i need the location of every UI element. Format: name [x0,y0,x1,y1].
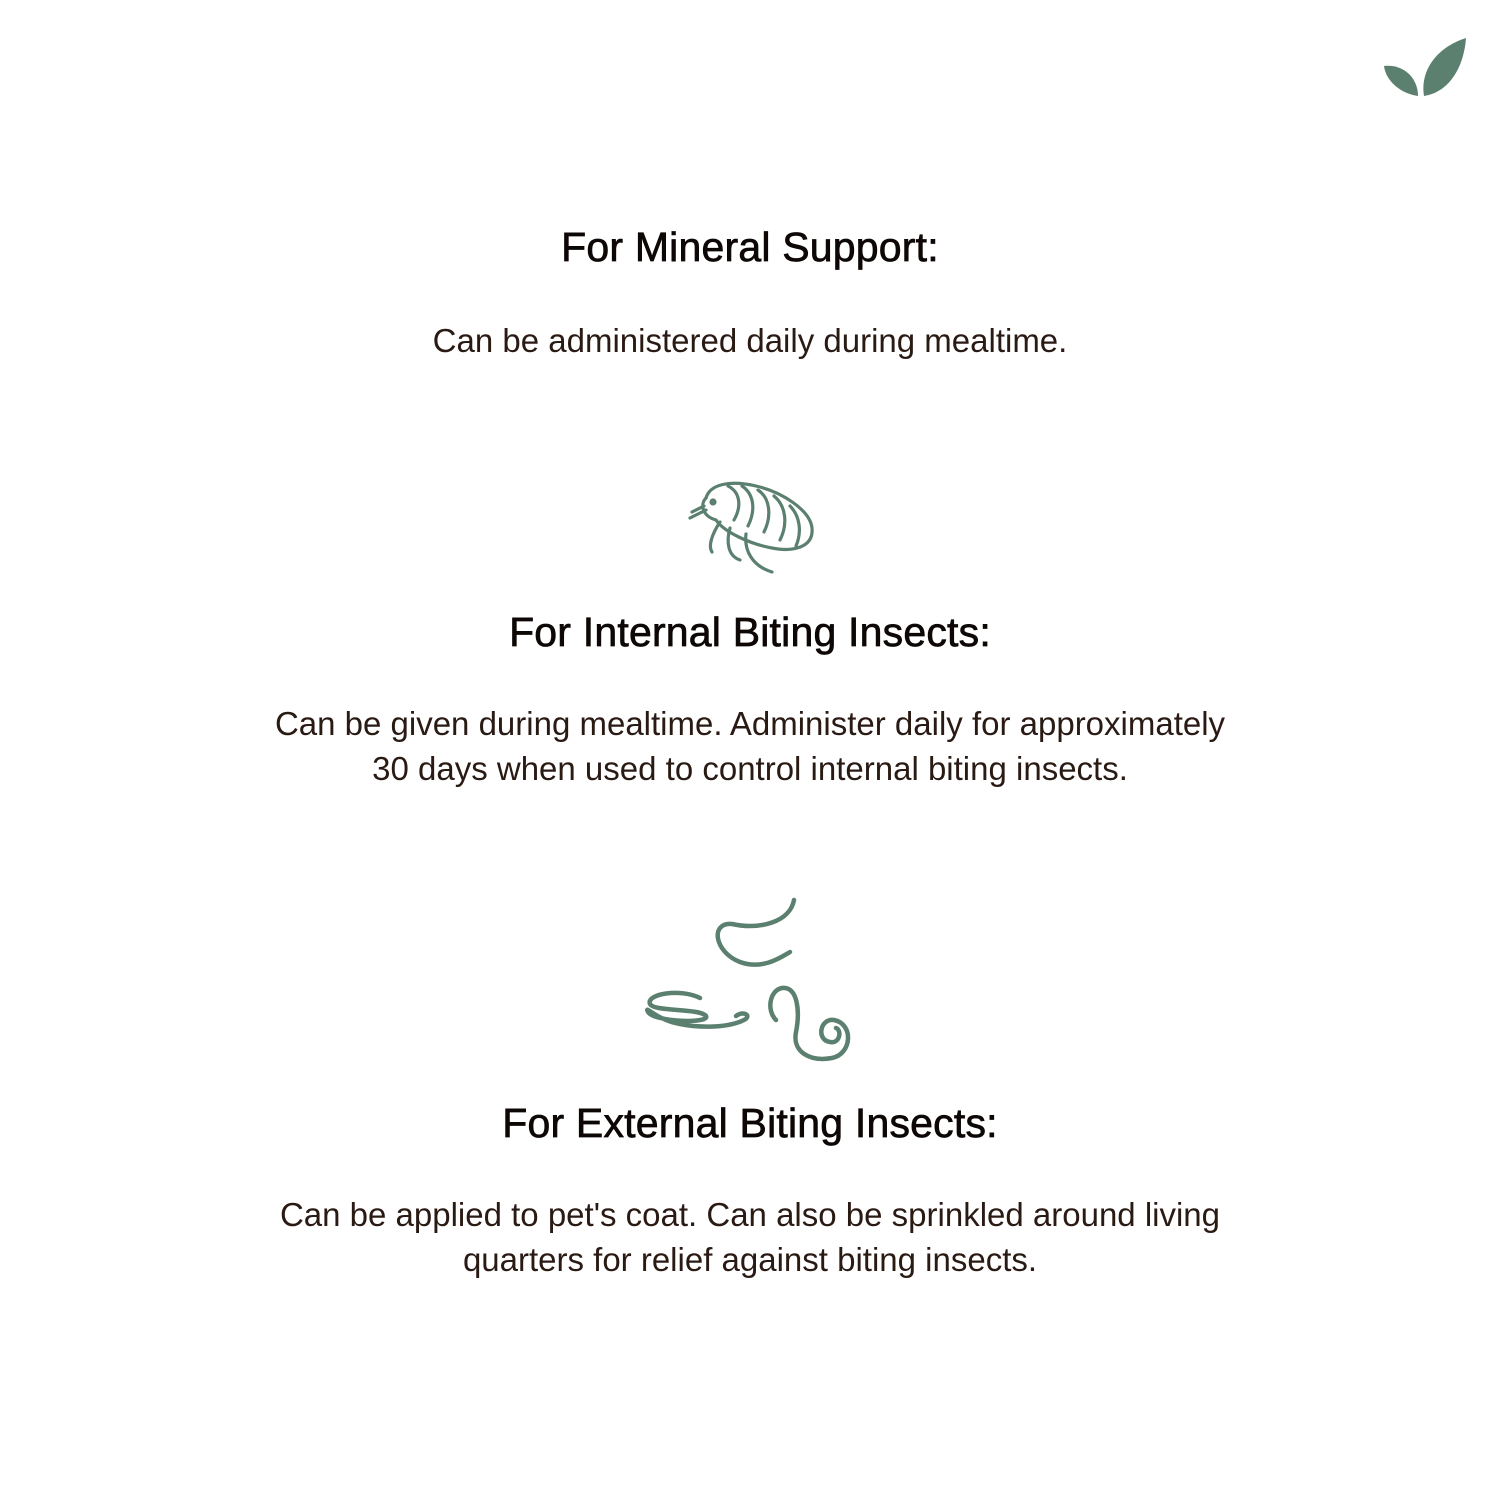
section-body-line: 30 days when used to control internal biting insects. [372,750,1128,787]
section-mineral-support [0,222,1500,272]
worms-icon [640,892,860,1070]
section-external-biting-insects [0,1098,1500,1148]
section-internal-biting-insects-body [0,701,1500,791]
flea-icon [686,476,816,576]
section-heading: For External Biting Insects: [502,1100,998,1146]
section-body-line: Can be given during mealtime. Administer daily for approximately [274,705,1226,742]
section-external-biting-insects-body [0,1192,1500,1282]
section-internal-biting-insects [0,607,1500,657]
section-body-line: Can be applied to pet's coat. Can also be sprinkled around living [279,1196,1221,1233]
section-body-line: quarters for relief against biting insects. [462,1241,1038,1278]
section-mineral-support-body [0,318,1500,363]
section-body-line: Can be administered daily during mealtime. [432,322,1068,359]
section-heading: For Internal Biting Insects: [509,609,991,655]
section-heading: For Mineral Support: [561,224,939,270]
leaf-logo-icon [1380,34,1470,100]
